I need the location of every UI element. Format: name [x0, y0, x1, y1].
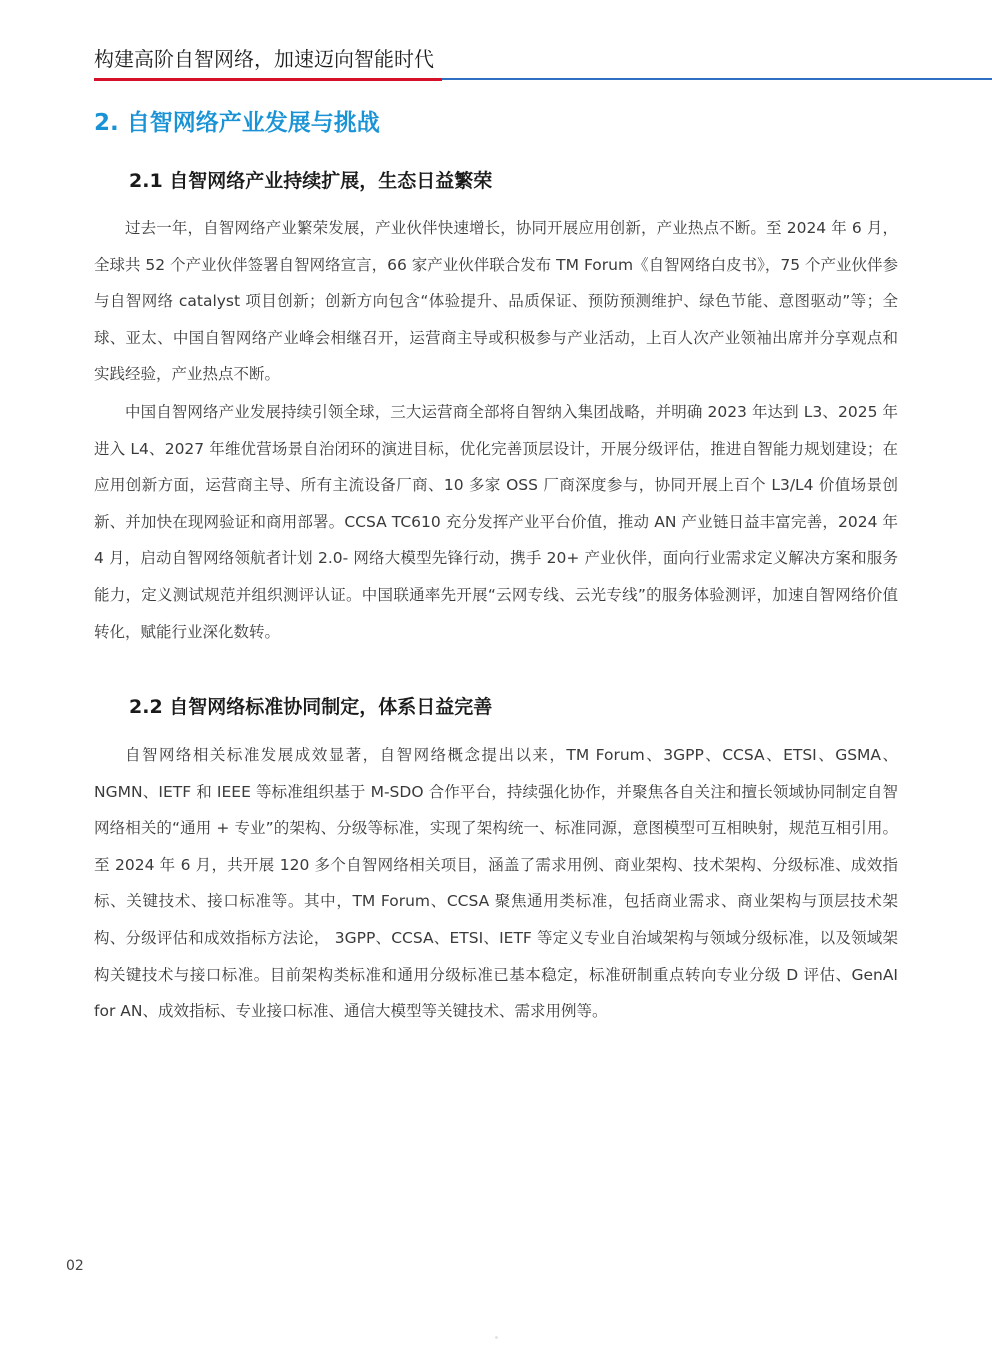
- paragraph-2-1-b: 中国自智网络产业发展持续引领全球，三大运营商全部将自智纳入集团战略，并明确 2023 年达到 L3、2025 年进入 L4、2027 年维优营场景自治闭环的演进目标，优化完善顶层设计，开展分级评估，推进自智能力规划建设；在应用创新方面，运营商主导、所有主流设备厂商、10 多家 OSS 厂商深度参与，协同开展上百个 L3/L4 价值场景创新、并加快在现网验证和商用部署。CCSA TC610 充分发挥产业平台价值，推动 AN 产业链日益丰富完善，2024 年 4 月，启动自智网络领航者计划 2.0- 网络大模型先锋行动，携手 20+ 产业伙伴，面向行业需求定义解决方案和服务能力，定义测试规范并组织测评认证。中国联通率先开展“云网专线、云光专线”的服务体验测评，加速自智网络价值转化，赋能行业深化数转。: [94, 403, 898, 641]
- header-rule-red: [94, 78, 442, 81]
- paragraph-2-2-a: 自智网络相关标准发展成效显著，自智网络概念提出以来，TM Forum、3GPP、CCSA、ETSI、GSMA、NGMN、IETF 和 IEEE 等标准组织基于 M-SDO 合作平台，持续强化协作，并聚焦各自关注和擅长领域协同制定自智网络相关的“通用 + 专业”的架构、分级等标准，实现了架构统一、标准同源，意图模型可互相映射，规范互相引用。至 2024 年 6 月，共开展 120 多个自智网络相关项目，涵盖了需求用例、商业架构、技术架构、分级标准、成效指标、关键技术、接口标准等。其中，TM Forum、CCSA 聚焦通用类标准，包括商业需求、商业架构与顶层技术架构、分级评估和成效指标方法论， 3GPP、CCSA、ETSI、IETF 等定义专业自治域架构与领域分级标准，以及领域架构关键技术与接口标准。目前架构类标准和通用分级标准已基本稳定，标准研制重点转向专业分级 D 评估、GenAI for AN、成效指标、专业接口标准、通信大模型等关键技术、需求用例等。: [94, 746, 898, 1021]
- section-heading: 2. 自智网络产业发展与挑战: [94, 110, 380, 136]
- subsection-heading-2-1: 2.1 自智网络产业持续扩展，生态日益繁荣: [129, 170, 493, 192]
- header-rule-blue: [442, 78, 992, 80]
- paragraph-2-1-a: 过去一年，自智网络产业繁荣发展，产业伙伴快速增长，协同开展应用创新，产业热点不断。至 2024 年 6 月，全球共 52 个产业伙伴签署自智网络宣言，66 家产业伙伴联合发布 TM Forum《自智网络白皮书》，75 个产业伙伴参与自智网络 catalyst 项目创新；创新方向包含“体验提升、品质保证、预防预测维护、绿色节能、意图驱动”等；全球、亚太、中国自智网络产业峰会相继召开，运营商主导或积极参与产业活动，上百人次产业领袖出席并分享观点和实践经验，产业热点不断。: [94, 219, 898, 384]
- footer-dot: [495, 1336, 498, 1339]
- page-number: 02: [66, 1258, 84, 1274]
- running-header-title: 构建高阶自智网络，加速迈向智能时代: [94, 47, 434, 71]
- subsection-heading-2-2: 2.2 自智网络标准协同制定，体系日益完善: [129, 696, 493, 718]
